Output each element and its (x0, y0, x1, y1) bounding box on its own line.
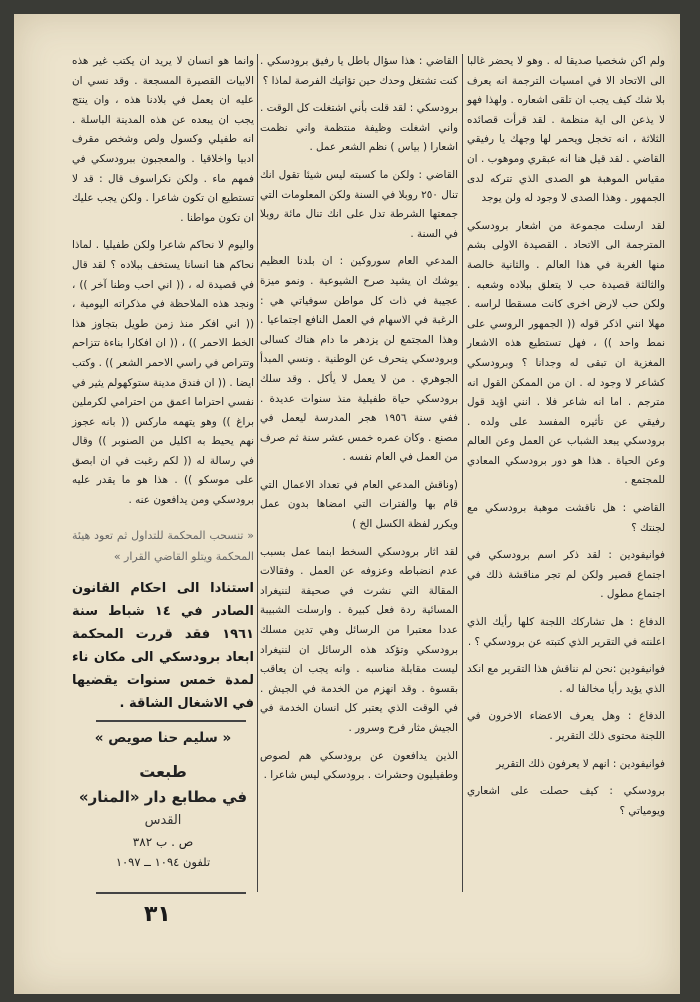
imprint-rule-top (96, 720, 246, 722)
column-divider (257, 54, 258, 892)
column-right (467, 52, 665, 829)
press-name: في مطابع دار «المنار» (78, 788, 248, 807)
court-recess-note: « تنسحب المحكمة للتداول ثم تعود هيئة المحكمة ويتلو القاضي القرار » (72, 528, 254, 563)
paragraph: ولم اكن شخصيا صديقا له . وهو لا يحضر غالبا الى الاتحاد الا في امسيات الترجمة انه يعرف بلا شك كيف يجب ان تلقى اشعاره . ولهذا فهو لا يذعن الى اية منظمة . لقد قرأت قصائده الثلاثة ، انه تخجل ويحمر لها وجهك يا رفيقي القاضي . لقد قيل هنا انه عبقري وموهوب . ان مقياس الموهبة هو الصدى الذي تتركه لدى الجمهور . وهذا الصدى لا وجود له ولن يوجد (467, 55, 665, 205)
press-city: القدس (144, 813, 182, 829)
column-divider (462, 54, 463, 892)
dialogue-line: فوانيفودين : لقد ذكر اسم برودسكي في اجتماع قصير ولكن لم تجر مناقشة ذلك في اجتماع مطول . (467, 549, 665, 601)
author-signature: « سليم حنا صويص » (94, 729, 232, 746)
printer-imprint (72, 760, 254, 872)
paragraph: واليوم لا نحاكم شاعرا ولكن طفيليا . لماذا نحاكم هنا انسانا يستخف ببلاده ؟ لقد قال في قصيدة له ، (( اني احب وطنا آخر )) ، ونجد هذه الملاحظة في مذكراته اليومية ، (( اني افكر منذ زمن طويل بتجاوز هذا الخط الاحمر )) ، (( ان افكارا بناءة تتزاحم وتتراص في راسي الاحمر الشعر )) . وكتب ايضا . (( ان فندق مدينة ستوكهولم يثير في نفسي احتراما اعمق من احترامي لكرملين براغ )) وهو يتهمه ماركس (( بانه عجوز نهم يحيط به اكليل من الصنوبر )) وقال في رسالة له (( لكم رغبت في ان ابصق على موسكو )) . هذا هو ما يقدر عليه برودسكي ومن يدافعون عنه . (71, 239, 254, 507)
paragraph: الذين يدافعون عن برودسكي هم لصوص وطفيليون وحشرات . برودسكي ليس شاعرا . (260, 749, 458, 782)
dialogue-line: برودسكي : كيف حصلت على اشعاري ويومياتي ؟ (467, 785, 665, 817)
printed-label: طبعت (139, 762, 187, 782)
dialogue-line: القاضي : هذا سؤال باطل يا رفيق برودسكي . كنت تشتغل وحدك حين تؤاتيك الفرصة لماذا ؟ (260, 55, 458, 87)
paragraph: المدعي العام سوروكين : ان بلدنا العظيم يوشك ان يشيد صرح الشيوعية . ونمو ميزة عجيبة في ذات كل مواطن سوفياتي هي : الرغبة في الاسهام في العمل النافع اجتماعيا . وهذا المجتمع لن يزدهر ما دام هناك كسالى وبرودسكي ينحرف عن الوطنية . ونسي المبدأ الجوهري . من لا يعمل لا يأكل . وقد سلك برودسكي حياة طفيلية منذ سنوات عديدة . ففي سنة ١٩٥٦ هجر المدرسة ليعمل في مصنع . وكان عمره خمس عشر سنة ثم صرف من العمل في العام نفسه . (260, 255, 458, 464)
column-middle (260, 52, 458, 794)
dialogue-line: فوانيفودين :نحن لم نناقش هذا التقرير مع انكد الذي يؤيد رأيا مخالفا له . (467, 663, 665, 695)
dialogue-line: برودسكي : لقد قلت بأني اشتغلت كل الوقت . واني اشغلت وظيفة منتظمة واني نظمت اشعارا ( بياس ) نظم الشعر عمل . (260, 102, 458, 154)
dialogue-line: القاضي : ولكن ما كسبته ليس شيئا تقول انك تنال ٢٥٠ روبلا في السنة ولكن المعلومات التي جمعتها الشرطة تدل على انك تنال مائة روبلا في السنة . (260, 168, 458, 240)
paragraph: وانما هو انسان لا يريد ان يكتب غير هذه الابيات القصيرة المسجعة . وقد نسي ان عليه ان يعمل في بلادنا هذه ، وان ينتج يجب ان يبعده عن هذه المدينة الباسلة . انه طفيلي وكسول ولص وشخص مقرف ادبيا واخلاقيا . والمعجبون ببرودسكي في فمهم ماء . ولكن نكراسوف قال : قد لا تستطيع ان تكون شاعرا . ولكن يجب عليك ان تكون مواطنا . (72, 55, 254, 224)
dialogue-line: القاضي : هل ناقشت موهبة برودسكي مع لجنتك ؟ (467, 502, 665, 534)
dialogue-line: الدفاع : وهل يعرف الاعضاء الاخرون في اللجنة محتوى ذلك التقرير . (467, 710, 665, 742)
po-box: ص . ب ٣٨٢ (132, 835, 194, 850)
phone-numbers: تلفون ١٠٩٤ ــ ١٠٩٧ (115, 855, 211, 870)
dialogue-line: فوانيفودين : انهم لا يعرفون ذلك التقرير (496, 757, 665, 770)
column-left (72, 52, 254, 872)
paragraph: لقد ارسلت مجموعة من اشعار برودسكي المترجمة الى الاتحاد . القصيدة الاولى بشم منها الغربة في هذا العالم . والثانية خالصة والثالثة قصيدة حب لا يتعلق ببلاده وشعبه . ولكن حب لارض اخرى كانت مسقطا لراسه . مهلا انني اذكر قوله (( الجمهور الروسي على نمط واحد )) ، فهل تستطيع هذه الاشعار المغزية ان تبقى له وجدانا ؟ وبرودسكي كشاعر لا وجود له . ان من الممكن القول انه مترجم . اما انه شاعر فلا . انني اؤيد قول رفيقي عن تأثيره المفسد على ولده . برودسكي يبعد الشباب عن العمل وعن العالم وعن الحياة . هذا هو دور برودسكي المعادي للمجتمع . (467, 219, 665, 487)
stage-direction: (وناقش المدعي العام في تعداد الاعمال التي قام بها والفترات التي امضاها بدون عمل ويكرر لفظة الكسل الخ ) (260, 478, 458, 531)
dialogue-line: الدفاع : هل تشاركك اللجنة كلها رأيك الذي اعلنته في التقرير الذي كتبته عن برودسكي ؟ . (467, 616, 665, 648)
paragraph: لقد اثار برودسكي السخط ابنما عمل بسبب عدم انضباطه وعزوفه عن العمل . وفقالات المقالة التي نشرت في صحيفة لننيغراد المسائية ردة فعل كبيرة . وارسلت الشبيبة عددا معتبرا من الرسائل وهي تدين مسلك برودسكي وتؤكد هذه الرسائل ان لننيغراد ليست مقابلة مناسبه . وانه يجب ان يعاقب بقسوة . وقد انهزم من الخدمة في الجيش . في الوقت الذي يعتبر كل انسان الخدمة في الجيش مثار فرح وسرور . (260, 545, 458, 734)
page-number: ٣١ (144, 902, 171, 927)
verdict-text: استنادا الى احكام القانون الصادر في ١٤ شباط سنة ١٩٦١ فقد قررت المحكمة ابعاد برودسكي الى مكان ناء لمدة خمس سنوات يقضيها في الاشغال الشاقة . (72, 580, 254, 711)
imprint-rule-bottom (96, 892, 246, 894)
magazine-page (14, 14, 680, 994)
